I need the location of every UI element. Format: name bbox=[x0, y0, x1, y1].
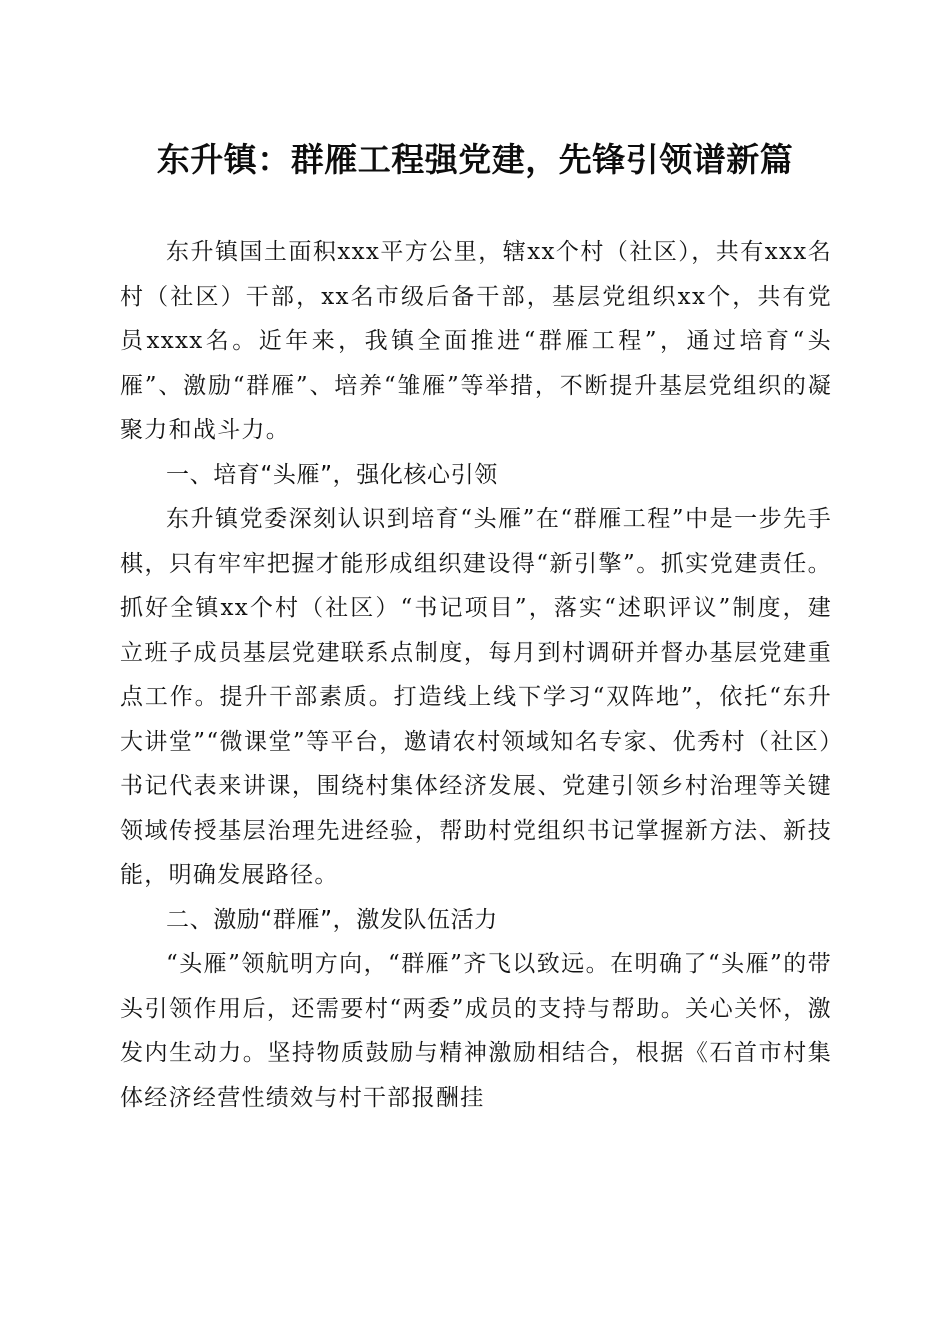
section-2-heading: 二、激励“群雁”，激发队伍活力 bbox=[166, 906, 498, 933]
document-body bbox=[120, 230, 832, 1120]
section-1-paragraph: 东升镇党委深刻认识到培育“头雁”在“群雁工程”中是一步先手棋，只有牢牢把握才能形成组织建设得“新引擎”。抓实党建责任。抓好全镇xx个村（社区）“书记项目”，落实“述职评议”制度，建立班子成员基层党建联系点制度，每月到村调研并督办基层党建重点工作。提升干部素质。打造线上线下学习“双阵地”，依托“东升大讲堂”“微课堂”等平台，邀请农村领域知名专家、优秀村（社区）书记代表来讲课，围绕村集体经济发展、党建引领乡村治理等关键领域传授基层治理先进经验，帮助村党组织书记掌握新方法、新技能，明确发展路径。 bbox=[120, 506, 832, 888]
section-2-paragraph: “头雁”领航明方向，“群雁”齐飞以致远。在明确了“头雁”的带头引领作用后，还需要村“两委”成员的支持与帮助。关心关怀，激发内生动力。坚持物质鼓励与精神激励相结合，根据《石首市村集体经济经营性绩效与村干部报酬挂 bbox=[120, 951, 832, 1111]
document-title: 东升镇：群雁工程强党建，先锋引领谱新篇 bbox=[156, 140, 794, 179]
section-1-heading: 一、培育“头雁”，强化核心引领 bbox=[166, 461, 498, 488]
intro-paragraph: 东升镇国土面积xxx平方公里，辖xx个村（社区），共有xxx名村（社区）干部，xx名市级后备干部，基层党组织xx个，共有党员xxxx名。近年来，我镇全面推进“群雁工程”，通过培育“头雁”、激励“群雁”、培养“雏雁”等举措，不断提升基层党组织的凝聚力和战斗力。 bbox=[120, 239, 832, 443]
